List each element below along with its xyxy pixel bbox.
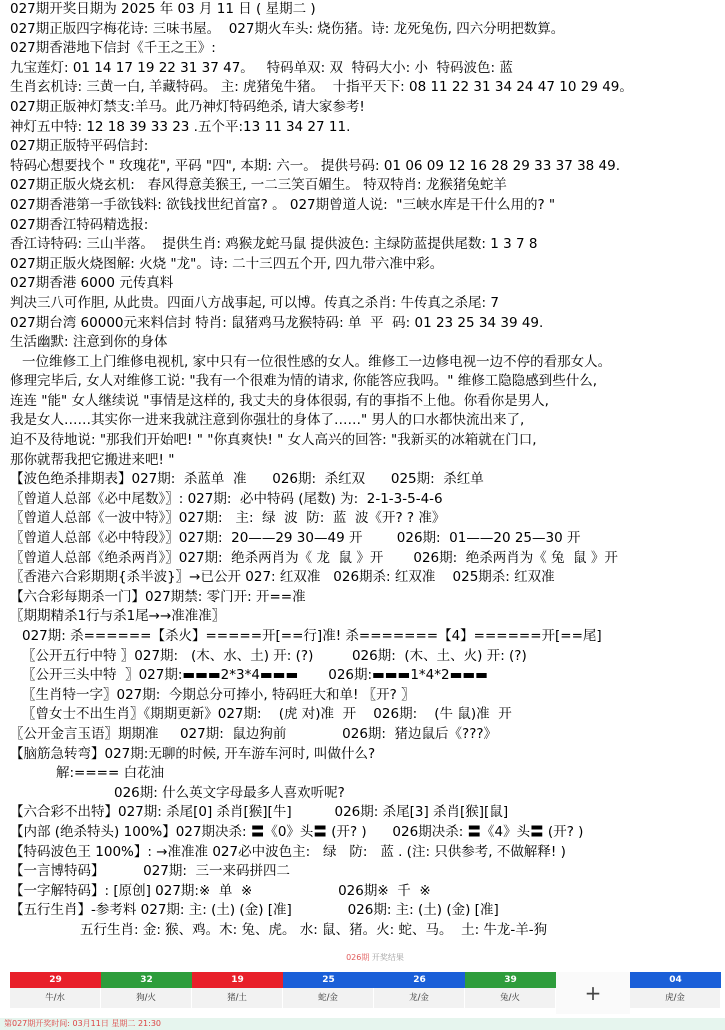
- zodiac-char-line: 〖生肖特一字〗027期: 今期总分可捧小, 特码旺大和单! 〖开? 〗: [22, 686, 415, 703]
- fax-title: 027期香港 6000 元传真料: [10, 275, 174, 292]
- special-flat-title: 027期正版特平码信封:: [10, 138, 149, 155]
- kill-two-zodiac-line: 〖曾道人总部《绝杀两肖》〗027期: 绝杀两肖为《 龙 鼠 》开 026期: 绝杀两肖为《 兔 鼠 》开: [10, 549, 618, 566]
- result-ball: [101, 972, 192, 1014]
- humor-paragraph-line: 连连 "能" 女人继续说 "事情是这样的, 我丈夫的身体很弱, 有的事指不上他。你看你是男人,: [10, 392, 549, 409]
- result-ball: [465, 972, 556, 1014]
- zodiac-riddle-line: 生肖玄机诗: 三黄一白, 羊藏特码。 主: 虎猪兔牛猪。 十指平天下: 08 11 22 31 34 24 47 10 29 49。: [10, 79, 633, 96]
- result-balls: [10, 972, 722, 1014]
- hk-envelope-title: 027期香港地下信封《千王之王》:: [10, 40, 216, 57]
- humor-paragraph-line: 那你就帮我把它搬进来吧! ": [10, 451, 175, 468]
- ball-number: 32: [101, 972, 192, 988]
- five-element-line: 〖公开五行中特 〗027期: (木、水、土) 开: (?) 026期: (木、土、火) 开: (?): [22, 647, 527, 664]
- humor-paragraph-line: 修理完毕后, 女人对维修工说: "我有一个很难为情的请求, 你能答应我吗。" 维修工隐隐感到些什么,: [10, 373, 598, 390]
- plum-poem-line: 027期正版四字梅花诗: 三味书屋。 027期火车头: 烧伤猪。诗: 龙死兔伤, 四六分明把数算。: [10, 20, 565, 37]
- one-wave-line: 〖曾道人总部《一波中特》〗027期: 主: 绿 波 防: 蓝 波《开? ? 准》: [10, 510, 446, 527]
- ball-zodiac: 狗/火: [101, 988, 192, 1008]
- ball-number: 29: [10, 972, 101, 988]
- ball-zodiac: 蛇/金: [283, 988, 374, 1008]
- ball-number: 26: [374, 972, 465, 988]
- no-special-line: 【六合彩不出特】027期: 杀尾[0] 杀肖[猴][牛] 026期: 杀尾[3] 杀肖[猴][鼠]: [10, 804, 509, 821]
- rose-numbers-line: 特码心想要找个 " 玫瑰花", 平码 "四", 本期: 六一。 提供号码: 01 06 09 12 16 28 29 33 37 38 49.: [10, 157, 621, 174]
- golden-words-line: 〖公开金言玉语〗期期准 027期: 鼠边狗前 026期: 猪边鼠后《???》: [10, 725, 498, 742]
- fire-riddle-line: 027期正版火烧玄机: 春风得意美猴王, 一二三笑百媚生。 特双特肖: 龙猴猪兔蛇羊: [10, 177, 507, 194]
- five-special-line: 神灯五中特: 12 18 39 33 23 .五个平:13 11 34 27 11.: [10, 118, 351, 135]
- nine-lamps-line: 九宝莲灯: 01 14 17 19 22 31 37 47。 特码单双: 双 特码大小: 小 特码波色: 蓝: [10, 59, 513, 76]
- ball-zodiac: 猪/土: [192, 988, 283, 1008]
- must-segment-line: 〖曾道人总部《必中特段》〗027期: 20——29 30—49 开 026期: 01——20 25—30 开: [10, 530, 581, 547]
- first-hand-line: 027期香港第一手欲钱料: 欲钱找世纪首富? 。 027期曾道人说: "三峡水库是干什么用的? ": [10, 196, 556, 213]
- ball-zodiac: 兔/火: [465, 988, 556, 1008]
- plus-separator: +: [556, 972, 630, 1014]
- result-title: 026期 开奖结果: [346, 953, 404, 962]
- humor-paragraph-line: 一位维修工上门维修电视机, 家中只有一位很性感的女人。维修工一边修电视一边不停的看那女人。: [22, 353, 612, 370]
- brain-teaser-line: 【脑筋急转弯】027期:无聊的时候, 开车游车河时, 叫做什么?: [10, 745, 376, 762]
- must-tail-line: 〖曾道人总部《必中尾数》〗: 027期: 必中特码 (尾数) 为: 2-1-3-5-4-6: [10, 490, 443, 507]
- draw-time-footer: 第027期开奖时间: 03月11日 星期二 21:30: [0, 1018, 725, 1030]
- taiwan-envelope-line: 027期台湾 60000元来料信封 特肖: 鼠猪鸡马龙猴特码: 单 平 码: 01 23 25 34 39 49.: [10, 314, 544, 331]
- kill-door-line: 【六合彩每期杀一门】027期禁: 零门开: 开==准: [10, 588, 306, 605]
- kill-row-tail-title: 〖期期精杀1行与杀1尾→→准准准〗: [10, 608, 226, 625]
- result-ball: [192, 972, 283, 1014]
- half-wave-line: 〖香港六合彩期期{杀半波}〗→已公开 027: 红双准 026期杀: 红双准 025期杀: 红双准: [10, 569, 555, 586]
- result-ball: [374, 972, 465, 1014]
- special-ball: [630, 972, 721, 1014]
- document-body: [10, 0, 722, 950]
- result-bar: [10, 948, 722, 1018]
- humor-paragraph-line: 我是女人……其实你一进来我就注意到你强壮的身体了……" 男人的口水都快流出来了,: [10, 412, 525, 429]
- ball-zodiac: 牛/水: [10, 988, 101, 1008]
- ball-number: 25: [283, 972, 374, 988]
- kill-row-tail-line: 027期: 杀======【杀火】=====开[==行]准! 杀=======【4】======开[==尾]: [22, 628, 602, 644]
- ball-zodiac: 龙/金: [374, 988, 465, 1008]
- teaser-answer-line: 解:==== 白花油: [56, 765, 165, 782]
- result-ball: [10, 972, 101, 1014]
- result-ball: [283, 972, 374, 1014]
- wave-king-line: 【特码波色王 100%】: →准准准 027必中波色主: 绿 防: 蓝 . (注: 只供参考, 不做解释! ): [10, 843, 566, 860]
- xiangjiang-title: 027期香江特码精选报:: [10, 216, 149, 233]
- wave-kill-line: 【波色绝杀排期表】027期: 杀蓝单 准 026期: 杀红双 025期: 杀红单: [10, 471, 484, 488]
- kill-head-line: 【内部 (绝杀特头) 100%】027期决杀: 〓《0》头〓 (开? ) 026期决杀: 〓《4》头〓 (开? ): [10, 823, 584, 840]
- fire-diagram-line: 027期正版火烧图解: 火烧 "龙"。诗: 二十三四五个开, 四九带六准中彩。: [10, 255, 444, 272]
- ball-zodiac: 虎/金: [630, 988, 721, 1008]
- ball-number: 19: [192, 972, 283, 988]
- xiangjiang-poem-line: 香江诗特码: 三山半落。 提供生肖: 鸡猴龙蛇马鼠 提供波色: 主绿防蓝提供尾数: 1 3 7 8: [10, 236, 538, 253]
- three-head-line: 〖公开三头中特 〗027期:▬▬▬2*3*4▬▬▬ 026期:▬▬▬1*4*2▬▬▬: [22, 667, 488, 684]
- element-mapping-line: 五行生肖: 金: 猴、鸡。木: 兔、虎。 水: 鼠、猪。火: 蛇、马。 土: 牛龙-羊-狗: [80, 921, 548, 938]
- forbidden-branch-line: 027期正版神灯禁支:羊马。此乃神灯特码绝杀, 请大家参考!: [10, 98, 365, 115]
- teaser-question-line: 026期: 什么英文字母最多人喜欢听呢?: [114, 784, 345, 801]
- draw-date-line: 027期开奖日期为 2025 年 03 月 11 日 ( 星期二 ): [10, 1, 316, 17]
- fax-verdict-line: 判决三八可作胆, 从此贵。四面八方战事起, 可以博。传真之杀肖: 牛传真之杀尾: 7: [10, 294, 499, 311]
- one-word-line: 【一言博特码】 027期: 三一来码拼四二: [10, 863, 291, 880]
- one-char-line: 【一字解特码】: [原创] 027期:※ 单 ※ 026期※ 千 ※: [10, 882, 431, 899]
- humor-title: 生活幽默: 注意到你的身体: [10, 334, 168, 351]
- ball-number: 04: [630, 972, 721, 988]
- ms-zodiac-line: 〖曾女士不出生肖〗《期期更新》027期: (虎 对)准 开 026期: (牛 鼠)准 开: [22, 706, 512, 723]
- five-element-zodiac-line: 【五行生肖】-参考料 027期: 主: (土) (金) [准] 026期: 主: (土) (金) [准]: [10, 902, 499, 919]
- ball-number: 39: [465, 972, 556, 988]
- humor-paragraph-line: 迫不及待地说: "那我们开始吧! " "你真爽快! " 女人高兴的回答: "我新买的冰箱就在门口,: [10, 432, 537, 449]
